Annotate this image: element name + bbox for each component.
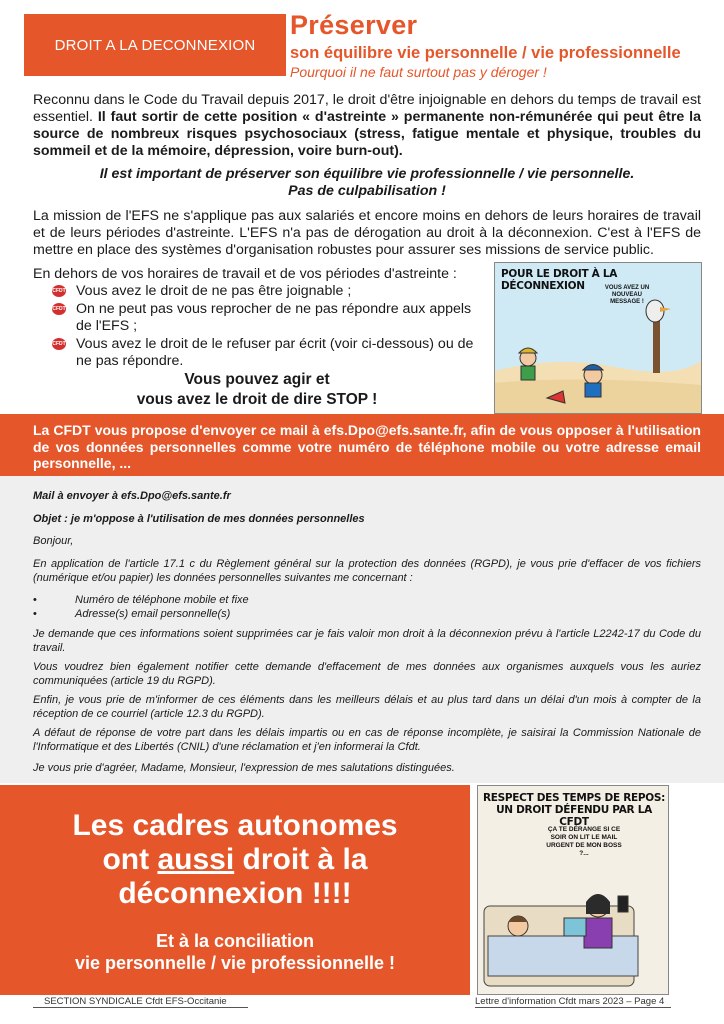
cfdt-proposal-band — [0, 414, 724, 476]
list-item-text: Vous avez le droit de ne pas être joignable ; — [76, 283, 352, 299]
footer-divider — [33, 1007, 248, 1008]
cadres-line-2-post: droit à la — [234, 843, 368, 876]
page-subtitle: son équilibre vie personnelle / vie professionnelle — [290, 44, 681, 62]
cadres-line-2-pre: ont — [102, 843, 158, 876]
letter-item — [33, 608, 230, 620]
intro-bold-text: Il faut sortir de cette position « d'astreinte » permanente non-rémunérée qui peut être la source de nombreux risques psychosociaux (stress, fatigue mentale et physique, troubles du sommeil et de la mémoire, dépression, voire burn-out). — [33, 109, 701, 159]
speech-bubble-text: ÇA TE DÉRANGE SI CE SOIR ON LIT LE MAIL URGENT DE MON BOSS ?... — [546, 826, 622, 857]
letter-greeting: Bonjour, — [33, 535, 74, 547]
footer-divider — [475, 1007, 671, 1008]
bullet-icon: • — [33, 608, 37, 620]
footer-section-name: SECTION SYNDICALE Cfdt EFS-Occitanie — [44, 996, 227, 1007]
bullet-icon: • — [33, 594, 37, 606]
conciliation-line-1: Et à la conciliation — [155, 931, 315, 951]
letter-recipient: Mail à envoyer à efs.Dpo@efs.sante.fr — [33, 490, 231, 502]
letter-body-3: Vous voudrez bien également notifier cette demande d'effacement de mes données aux organismes auxquels vous les auriez communiquées (article 19 du RGPD). — [33, 661, 701, 687]
mission-paragraph: La mission de l'EFS ne s'applique pas aux salariés et encore moins en dehors de leurs horaires de travail et de leurs périodes d'astreinte. L'EFS n'a pas de dérogation au droit à la déconnexion. C'est à l'EFS de mettre en place des systèmes d'organisation robustes pour assurer ses missions de service public. — [33, 208, 701, 258]
balance-statement — [33, 166, 701, 200]
speech-bubble-text: VOUS AVEZ UN NOUVEAU MESSAGE ! — [604, 285, 650, 305]
letter-body-2: Je demande que ces informations soient supprimées car je fais valoir mon droit à la déconnexion prévu à l'article L2242-17 du Code du travail. — [33, 628, 701, 654]
conciliation-line-2: vie personnelle / vie professionnelle ! — [74, 953, 396, 973]
stop-line-2: vous avez le droit de dire STOP ! — [136, 391, 378, 408]
list-item-text: Vous avez le droit de le refuser par écrit (voir ci-dessous) ou de ne pas répondre. — [76, 336, 474, 369]
letter-item — [33, 594, 249, 606]
cadres-line-2-emphasis: aussi — [157, 843, 235, 876]
beach-cartoon — [494, 262, 702, 414]
intro-paragraph — [33, 92, 701, 160]
page-tagline: Pourquoi il ne faut surtout pas y déroger ! — [290, 64, 547, 80]
template-letter — [0, 476, 724, 783]
page-title: Préserver — [290, 10, 418, 40]
cadres-line-3: déconnexion !!!! — [118, 877, 352, 910]
stop-line-1: Vous pouvez agir et — [184, 371, 330, 388]
letter-body-5: A défaut de réponse de votre part dans les délais impartis ou en cas de réponse incomplète, je saisirai la Commission Nationale de l'Informatique et des Libertés (CNIL) d'une réclamation et j'en informerai la Cfdt. — [33, 727, 701, 753]
section-label: DROIT A LA DECONNEXION — [54, 36, 256, 54]
letter-subject: Objet : je m'oppose à l'utilisation de mes données personnelles — [33, 513, 365, 525]
letter-item-text: Adresse(s) email personnelle(s) — [75, 608, 231, 620]
conciliation-text — [0, 930, 470, 974]
list-item — [52, 301, 477, 335]
outside-hours-intro: En dehors de vos horaires de travail et de vos périodes d'astreinte : — [33, 266, 457, 282]
letter-body-1: En application de l'article 17.1 c du Règlement général sur la protection des données (RGPD), je vous prie d'effacer de vos fichiers (numérique et/ou papier) les données personnelles suivantes me concernant : — [33, 558, 701, 584]
bedroom-cartoon — [477, 785, 669, 995]
cartoon-title: POUR LE DROIT À LA DÉCONNEXION — [501, 268, 618, 292]
letter-body-4: Enfin, je vous prie de m'informer de ces éléments dans les meilleurs délais et au plus tard dans un délai d'un mois à compter de la réception de ce courriel (article 12.3 du RGPD). — [33, 694, 701, 720]
letter-item-text: Numéro de téléphone mobile et fixe — [75, 594, 249, 606]
balance-line-1: Il est important de préserver son équilibre vie professionnelle / vie personnelle. — [99, 166, 635, 182]
cadres-line-1: Les cadres autonomes — [72, 809, 398, 842]
cartoon-title — [482, 792, 666, 828]
letter-closing: Je vous prie d'agréer, Madame, Monsieur, l'expression de mes salutations distinguées. — [33, 762, 455, 774]
rights-list — [52, 283, 477, 371]
cadres-panel — [0, 785, 470, 995]
list-item — [52, 336, 477, 370]
footer-page-info: Lettre d'information Cfdt mars 2023 – Page 4 — [475, 996, 665, 1007]
stop-callout — [72, 370, 442, 410]
list-item — [52, 283, 477, 300]
balance-line-2: Pas de culpabilisation ! — [288, 183, 446, 199]
intro-text: Reconnu dans le Code du Travail depuis 2017, le droit d'être injoignable en dehors du temps de travail est essentiel. — [33, 92, 701, 125]
cadres-headline — [0, 809, 470, 911]
section-label-box — [24, 14, 286, 76]
cartoon-title-line-1: RESPECT DES TEMPS DE REPOS: — [482, 792, 666, 804]
cfdt-bullet-icon: CFDT — [52, 338, 66, 350]
cfdt-bullet-icon: CFDT — [52, 285, 66, 297]
cfdt-bullet-icon: CFDT — [52, 303, 66, 315]
cartoon-title-line-2: UN DROIT DÉFENDU PAR LA CFDT — [496, 804, 652, 828]
cfdt-proposal-text: La CFDT vous propose d'envoyer ce mail à efs.Dpo@efs.sante.fr, afin de vous opposer à l'utilisation de vos données personnelles comme votre numéro de téléphone mobile ou votre adresse email personnelle, ... — [33, 422, 701, 471]
list-item-text: On ne peut pas vous reprocher de ne pas répondre aux appels de l'EFS ; — [76, 301, 472, 334]
